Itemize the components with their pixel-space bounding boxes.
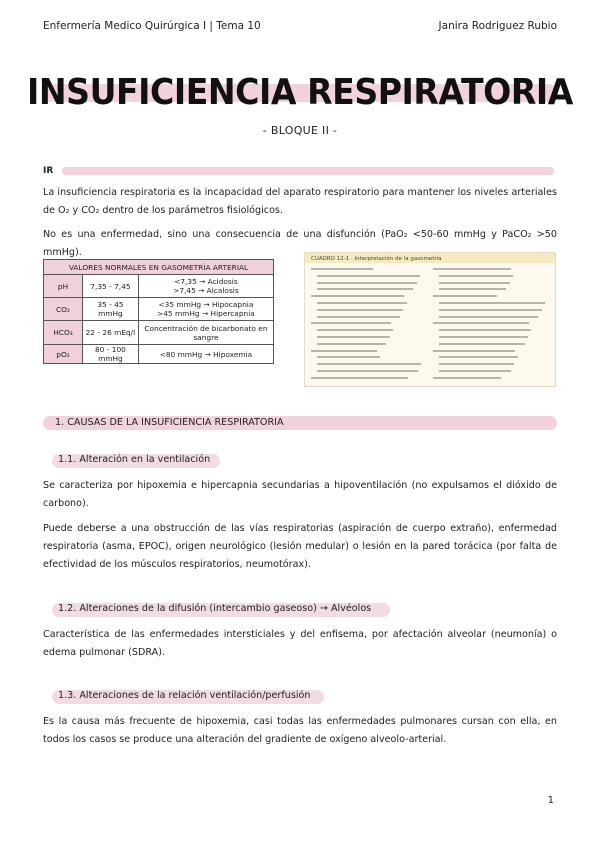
- table-normal: 80 - 100 mmHg: [83, 345, 139, 364]
- figure-text-line: [433, 268, 511, 270]
- figure-text-line: [439, 356, 518, 358]
- table-normal: 7,35 - 7,45: [83, 275, 139, 298]
- figure-text-line: [439, 343, 525, 345]
- figure-text-line: [439, 363, 514, 365]
- gasometry-table-header: VALORES NORMALES EN GASOMETRÍA ARTERIAL: [44, 260, 274, 275]
- table-note: Concentración de bicarbonato en sangre: [138, 321, 273, 345]
- table-note: <35 mmHg → Hipocapnia >45 mmHg → Hipercapnia: [138, 298, 273, 321]
- figure-text-line: [317, 363, 421, 365]
- figure-text-line: [317, 309, 403, 311]
- figure-text-line: [317, 288, 413, 290]
- figure-text-line: [433, 322, 529, 324]
- table-param: pO₂: [44, 345, 83, 364]
- figure-text-line: [439, 275, 513, 277]
- header-author: Janira Rodriguez Rubio: [438, 20, 557, 32]
- figure-text-line: [433, 295, 497, 297]
- figure-text-line: [317, 275, 420, 277]
- ir-highlight: [62, 167, 554, 175]
- table-row: [44, 321, 274, 345]
- figure-text-line: [439, 336, 528, 338]
- figure-text-line: [311, 295, 404, 297]
- table-param: pH: [44, 275, 83, 298]
- subsection-title: 1.2. Alteraciones de la difusión (intercambio gaseoso) → Alvéolos: [58, 603, 372, 614]
- figure-text-line: [317, 356, 380, 358]
- figure-text-line: [317, 343, 386, 345]
- intro-paragraph-1: La insuficiencia respiratoria es la incapacidad del aparato respiratorio para mantener los niveles arteriales de O₂ y CO₂ dentro de los parámetros fisiológicos.: [43, 187, 557, 216]
- figure-caption: CUADRO 12-1 · Interpretación de la gasometría: [311, 256, 442, 262]
- page-title: INSUFICIENCIA RESPIRATORIA: [27, 72, 573, 113]
- section-title: 1. CAUSAS DE LA INSUFICIENCIA RESPIRATORIA: [55, 417, 284, 428]
- header-course: Enfermería Medico Quirúrgica I | Tema 10: [43, 20, 261, 32]
- subsection-paragraph: Es la causa más frecuente de hipoxemia, casi todas las enfermedades pulmonares cursan con ella, en todos los casos se produce una alteración del gradiente de oxígeno alveolo-arterial.: [43, 716, 557, 745]
- table-param: HCO₃: [44, 321, 83, 345]
- figure-text-line: [311, 350, 377, 352]
- figure-text-line: [317, 370, 418, 372]
- table-row: [44, 298, 274, 321]
- ir-label: IR: [43, 166, 54, 176]
- table-note: <7,35 → Acidosis >7,45 → Alcalosis: [138, 275, 273, 298]
- figure-text-line: [317, 329, 393, 331]
- figure-text-line: [317, 282, 417, 284]
- table-normal: 22 - 26 mEq/l: [83, 321, 139, 345]
- figure-text-line: [439, 282, 510, 284]
- figure-text-line: [317, 302, 407, 304]
- figure-text-line: [439, 302, 545, 304]
- table-param: CO₂: [44, 298, 83, 321]
- page-subtitle: - BLOQUE II -: [262, 124, 338, 137]
- figure-text-line: [439, 329, 531, 331]
- subsection-title: 1.3. Alteraciones de la relación ventilación/perfusión: [58, 690, 311, 701]
- figure-text-line: [439, 288, 506, 290]
- subsection-paragraph: Puede deberse a una obstrucción de las vías respiratorias (aspiración de cuerpo extraño), enfermedad respiratoria (asma, EPOC), origen neurológico (lesión medular) o lesión en la pared torácica (por falta de efectividad de los músculos respiratorios, neumotórax).: [43, 523, 557, 570]
- figure-text-line: [439, 370, 511, 372]
- gasometry-table: [43, 259, 274, 364]
- figure-text-line: [311, 377, 408, 379]
- figure-text-line: [317, 336, 390, 338]
- subsection-paragraph: Se caracteriza por hipoxemia e hipercapnia secundarias a hipoventilación (no expulsamos el dióxido de carbono).: [43, 480, 557, 509]
- figure-text-line: [433, 377, 501, 379]
- table-row: [44, 345, 274, 364]
- figure-text-line: [439, 309, 542, 311]
- figure-text-line: [317, 316, 400, 318]
- table-row: [44, 275, 274, 298]
- figure-text-line: [311, 322, 391, 324]
- figure-text-line: [311, 268, 373, 270]
- subsection-paragraph: Característica de las enfermedades intersticiales y del enfisema, por afectación alveolar (neumonía) o edema pulmonar (SDRA).: [43, 629, 557, 658]
- figure-text-line: [433, 350, 515, 352]
- table-normal: 35 - 45 mmHg: [83, 298, 139, 321]
- intro-paragraph-2: No es una enfermedad, sino una consecuencia de una disfunción (PaO₂ <50-60 mmHg y PaCO₂ >50 mmHg).: [43, 229, 557, 258]
- subsection-title: 1.1. Alteración en la ventilación: [58, 454, 211, 465]
- gasometry-interpretation-figure: [304, 252, 556, 387]
- table-note: <80 mmHg → Hipoxemia: [138, 345, 273, 364]
- figure-text-line: [439, 316, 538, 318]
- page-number: 1: [547, 795, 554, 806]
